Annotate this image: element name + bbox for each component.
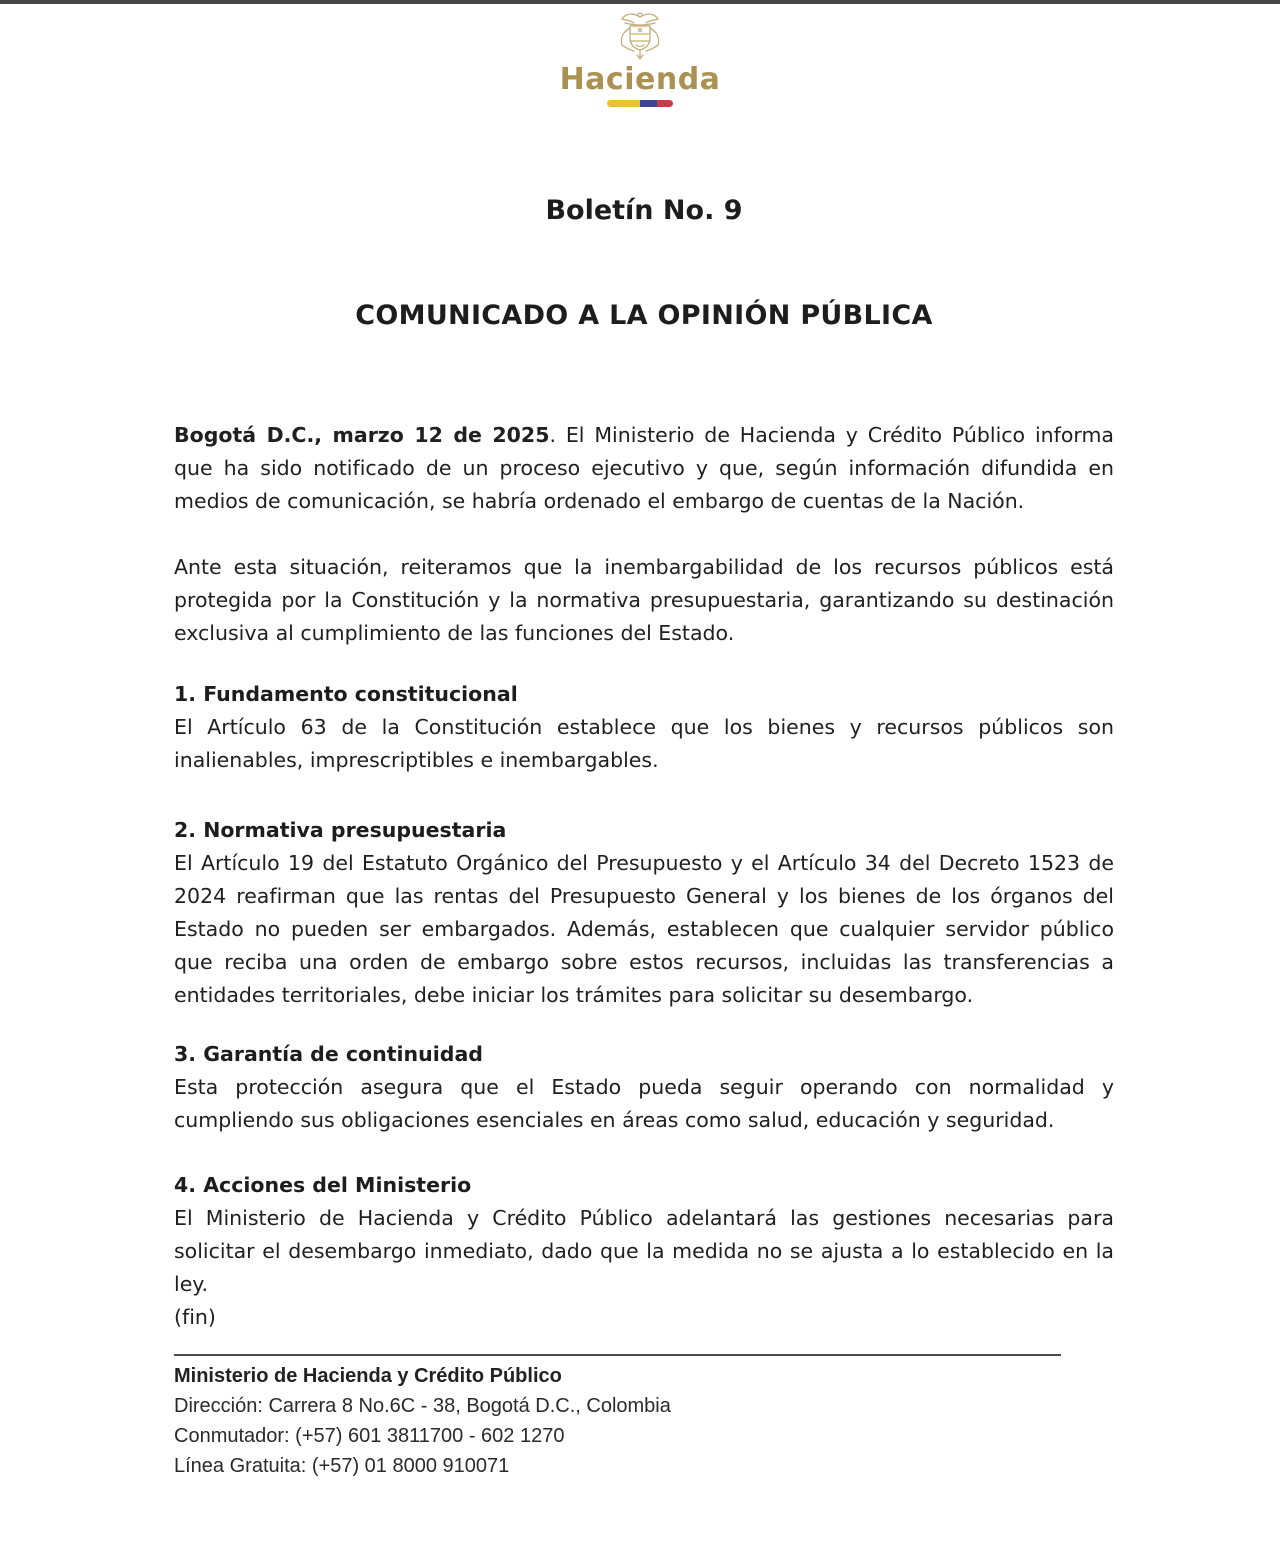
section-body: El Ministerio de Hacienda y Crédito Público adelantará las gestiones necesarias para solicitar el desembargo inmediato, dado que la medida no se ajusta a lo establecido en la ley. — [174, 1206, 1114, 1296]
paragraph-context: Ante esta situación, reiteramos que la inembargabilidad de los recursos públicos está protegida por la Constitución y la normativa presupuestaria, garantizando su destinación exclusiva al cumplimiento de las funciones del Estado. — [174, 555, 1114, 645]
end-mark: (fin) — [174, 1305, 216, 1329]
colombia-flag-bar-icon — [607, 100, 673, 107]
section-body: El Artículo 63 de la Constitución establece que los bienes y recursos públicos son inalienables, imprescriptibles e inembargables. — [174, 715, 1114, 772]
document-body — [174, 194, 1114, 1334]
section-body: Esta protección asegura que el Estado pueda seguir operando con normalidad y cumpliendo sus obligaciones esenciales en áreas como salud, educación y seguridad. — [174, 1075, 1114, 1132]
flag-blue-segment — [640, 100, 657, 107]
communique-title: COMUNICADO A LA OPINIÓN PÚBLICA — [355, 300, 933, 331]
section-heading: 4. Acciones del Ministerio — [174, 1173, 472, 1197]
section-acciones-ministerio — [174, 1169, 1114, 1334]
brand-wordmark: Hacienda — [559, 62, 721, 97]
footer-address: Dirección: Carrera 8 No.6C - 38, Bogotá D.C., Colombia — [174, 1395, 671, 1417]
document-header — [0, 4, 1280, 107]
footer-organization: Ministerio de Hacienda y Crédito Público — [174, 1365, 562, 1387]
document-footer — [174, 1354, 1280, 1481]
section-heading: 1. Fundamento constitucional — [174, 682, 518, 706]
flag-yellow-segment — [607, 100, 640, 107]
footer-switchboard: Conmutador: (+57) 601 3811700 - 602 1270 — [174, 1425, 565, 1447]
paragraph-intro-text: . El Ministerio de Hacienda y Crédito Público informa que ha sido notificado de un proceso ejecutivo y que, según información difundida en medios de comunicación, se habría ordenado el embargo de cuentas de la Nación. — [174, 423, 1114, 513]
flag-red-segment — [657, 100, 674, 107]
footer-divider — [174, 1354, 1061, 1356]
section-fundamento-constitucional — [174, 678, 1114, 777]
section-heading: 2. Normativa presupuestaria — [174, 818, 507, 842]
footer-toll-free: Línea Gratuita: (+57) 01 8000 910071 — [174, 1455, 510, 1477]
section-heading: 3. Garantía de continuidad — [174, 1042, 483, 1066]
paragraph-intro — [174, 419, 1114, 518]
section-body: El Artículo 19 del Estatuto Orgánico del Presupuesto y el Artículo 34 del Decreto 1523 de 2024 reafirman que las rentas del Presupuesto General y los bienes de los órganos del Estado no pueden ser embargados. Además, establecen que cualquier servidor público que reciba una orden de embargo sobre estos recursos, incluidas las transferencias a entidades territoriales, debe iniciar los trámites para solicitar su desembargo. — [174, 851, 1114, 1007]
dateline-bold: Bogotá D.C., marzo 12 de 2025 — [174, 423, 550, 447]
colombia-coat-of-arms-icon — [613, 10, 667, 64]
section-garantia-continuidad — [174, 1038, 1114, 1137]
bulletin-number-title: Boletín No. 9 — [545, 195, 743, 226]
section-normativa-presupuestaria — [174, 814, 1114, 1012]
